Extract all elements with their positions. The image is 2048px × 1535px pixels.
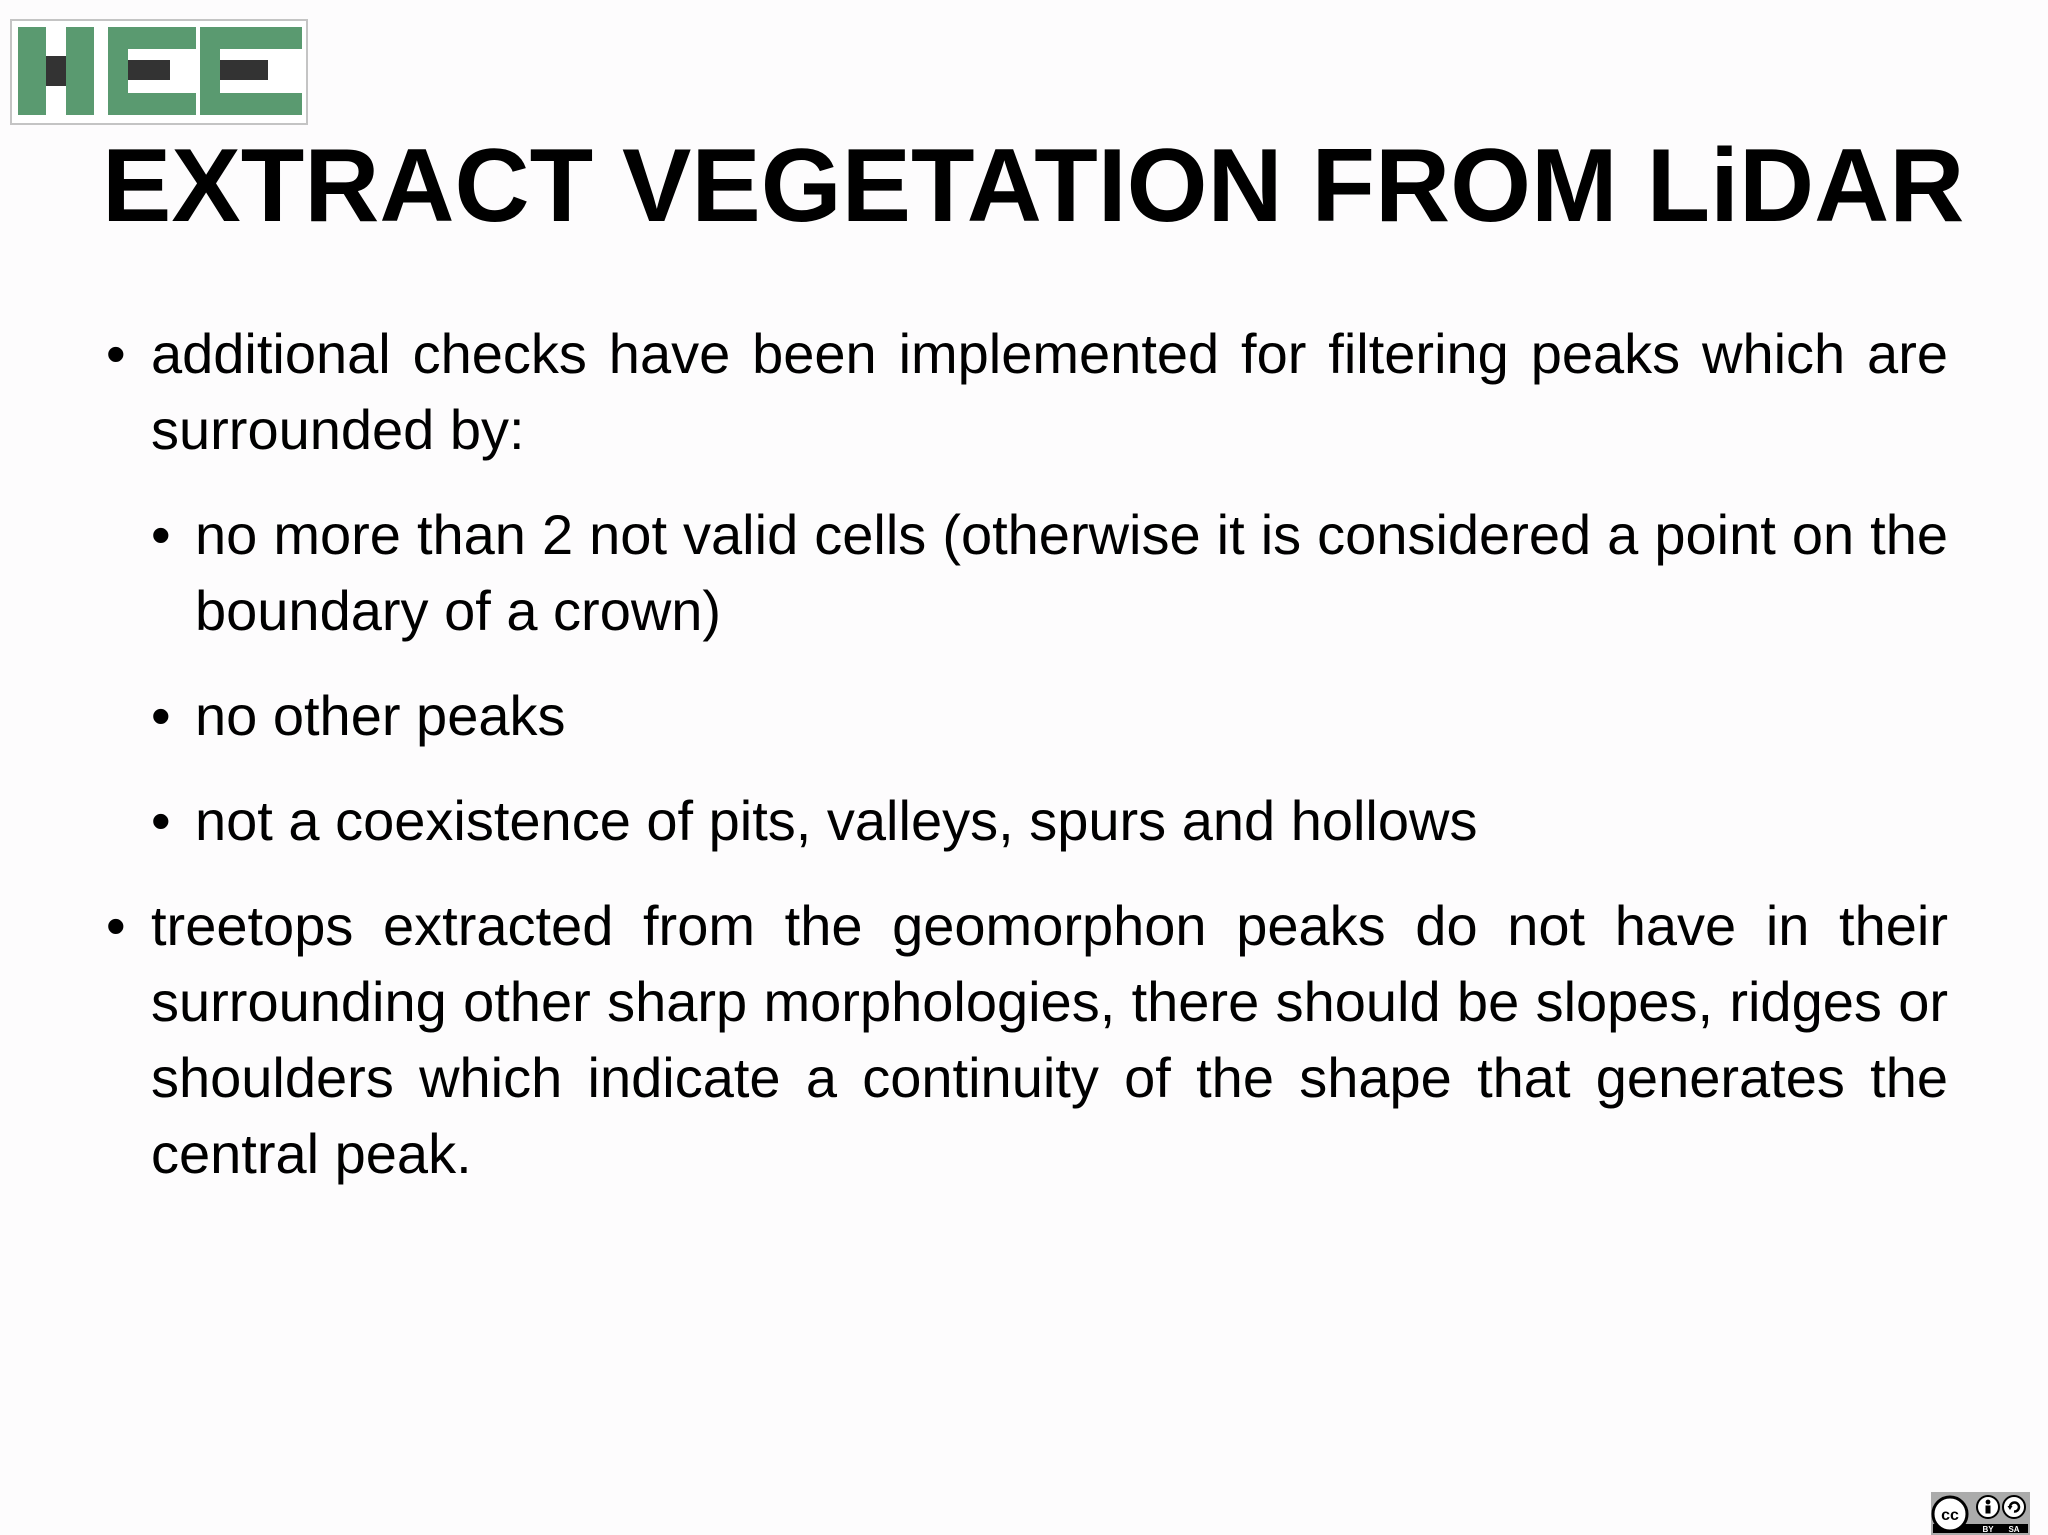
bullet-text: additional checks have been implemented for filtering peaks which are surrounded by: [151, 322, 1948, 461]
sub-bullet-text: no other peaks [195, 684, 566, 747]
bullet-item [106, 316, 1948, 468]
bullet-marker: • [106, 322, 126, 385]
bullet-marker: • [106, 894, 126, 957]
cc-sa-label: SA [2008, 1525, 2020, 1534]
sub-bullet-text: not a coexistence of pits, valleys, spurs and hollows [195, 789, 1478, 852]
bullet-marker: • [151, 503, 171, 566]
sub-bullet-item [151, 497, 1948, 649]
bullet-marker: • [151, 684, 171, 747]
logo-icon [10, 19, 308, 125]
sub-bullet-text: no more than 2 not valid cells (otherwise it is considered a point on the boundary of a crown) [195, 503, 1948, 642]
sub-bullet-item [151, 783, 1948, 859]
slide-title: EXTRACT VEGETATION FROM LiDAR [102, 128, 1965, 244]
bullet-item [106, 888, 1948, 1192]
bullet-text: treetops extracted from the geomorphon peaks do not have in their surrounding other sharp morphologies, there should be slopes, ridges or shoulders which indicate a continuity of the shape that generates the central peak. [151, 894, 1948, 1185]
sub-bullet-item [151, 678, 1948, 754]
cc-label: cc [1941, 1507, 1959, 1524]
slide-body [106, 316, 1948, 1221]
cc-by-sa-icon [1931, 1492, 2030, 1535]
cc-by-label: BY [1982, 1525, 1994, 1534]
bullet-marker: • [151, 789, 171, 852]
